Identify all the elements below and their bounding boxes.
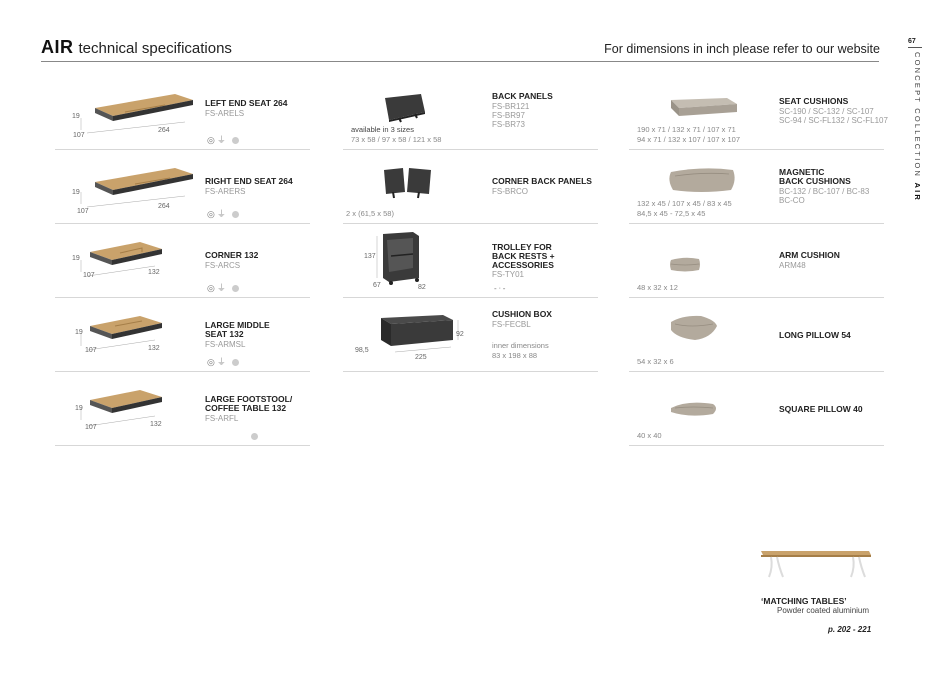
product-name: BACK PANELS [492, 91, 553, 101]
row-divider [343, 297, 598, 298]
product-name: LONG PILLOW 54 [779, 330, 851, 340]
product-code: FS-ARFL [205, 414, 239, 423]
product-row-right-end-seat [55, 162, 310, 224]
wash-icon: ◎ [207, 283, 217, 293]
product-name: RIGHT END SEAT 264 [205, 176, 293, 186]
product-name: CORNER 132 [205, 250, 259, 260]
collection-text: CONCEPT COLLECTION [913, 52, 922, 179]
product-name-line2: BACK CUSHIONS [779, 176, 851, 186]
row-divider [629, 149, 884, 150]
cushion-box-image [373, 312, 463, 357]
product-name: CUSHION BOX [492, 309, 552, 319]
seat-height: 19 [75, 329, 83, 336]
product-row-corner-back-panels [343, 162, 598, 224]
box-width: 225 [415, 354, 427, 361]
trolley-height: 137 [364, 253, 376, 260]
product-code-1: FS-BR121 [492, 102, 530, 111]
row-divider [55, 445, 310, 446]
product-name-line1: LARGE FOOTSTOOL/ [205, 394, 293, 404]
header-divider [41, 61, 879, 62]
product-codes-line2: BC-CO [779, 196, 805, 205]
back-cushion-image [667, 164, 742, 196]
product-name-line1: TROLLEY FOR [492, 242, 552, 252]
page-subtitle: technical specifications [78, 40, 232, 57]
large-footstool-image [80, 386, 195, 431]
product-name-line3: ACCESSORIES [492, 260, 554, 270]
page-number-divider [908, 47, 922, 48]
product-name-line1: LARGE MIDDLE [205, 320, 270, 330]
product-name-line2: BACK RESTS + [492, 251, 555, 261]
dimensions-note: For dimensions in inch please refer to our website [604, 42, 880, 56]
back-panel-image [381, 92, 431, 124]
seat-width: 132 [148, 269, 160, 276]
product-row-corner [55, 236, 310, 298]
product-name: SEAT CUSHIONS [779, 96, 849, 106]
back-cushion-dims-line1: 132 x 45 / 107 x 45 / 83 x 45 [637, 199, 732, 208]
seat-cushion-image [667, 92, 742, 122]
product-code: FS-ARERS [205, 187, 246, 196]
arm-cushion-image [667, 252, 707, 274]
foot-icon: ⏚ [216, 357, 228, 367]
row-divider [629, 297, 884, 298]
left-end-seat-image [75, 90, 200, 135]
row-divider [55, 297, 310, 298]
page-title [41, 37, 232, 58]
seat-height: 19 [72, 189, 80, 196]
seat-depth: 107 [85, 347, 97, 354]
product-row-square-pillow [629, 384, 884, 446]
matching-table-image [757, 545, 875, 581]
product-row-magnetic-back-cushions [629, 162, 884, 224]
product-name-line1: MAGNETIC [779, 167, 825, 177]
foot-icon: ⏚ [216, 209, 228, 219]
matching-tables-subtitle: Powder coated aluminium [777, 606, 870, 615]
seat-depth: 107 [73, 132, 85, 139]
long-pillow-image [667, 312, 722, 344]
care-icons [207, 133, 239, 146]
page-number: 67 [908, 38, 916, 45]
back-panel-dims: 73 x 58 / 97 x 58 / 121 x 58 [351, 135, 442, 144]
product-row-left-end-seat [55, 88, 310, 150]
seat-width: 132 [148, 345, 160, 352]
seat-width: 132 [150, 421, 162, 428]
product-code: FS-ARMSL [205, 340, 246, 349]
seat-depth: 107 [77, 208, 89, 215]
product-codes-line1: BC-132 / BC-107 / BC-83 [779, 187, 870, 196]
product-code: ARM48 [779, 261, 806, 270]
seat-height: 19 [75, 405, 83, 412]
corner-back-panel-image [381, 166, 441, 200]
inner-dims-label: inner dimensions [492, 341, 549, 350]
color-dot-icon [251, 433, 258, 440]
row-divider [629, 223, 884, 224]
collection-name: AIR [913, 182, 922, 202]
row-divider [55, 371, 310, 372]
product-row-arm-cushion [629, 236, 884, 298]
arm-cushion-dims: 48 x 32 x 12 [637, 283, 678, 292]
wash-icon: ◎ [207, 209, 217, 219]
square-pillow-image [667, 396, 722, 422]
right-end-seat-image [75, 164, 200, 209]
product-row-seat-cushions [629, 88, 888, 150]
product-code: FS-BRCO [492, 187, 528, 196]
brand-name: AIR [41, 37, 74, 57]
row-divider [629, 445, 884, 446]
row-divider [55, 223, 310, 224]
product-name: SQUARE PILLOW 40 [779, 404, 863, 414]
row-divider [343, 371, 598, 372]
foot-icon: ⏚ [216, 283, 228, 293]
product-code-2: FS-BR97 [492, 111, 525, 120]
product-row-trolley [343, 236, 598, 298]
large-middle-seat-image [80, 312, 195, 357]
care-icons [207, 281, 239, 294]
product-row-large-middle-seat [55, 310, 310, 372]
wash-icon: ◎ [207, 135, 217, 145]
sizes-note: available in 3 sizes [351, 125, 414, 134]
seat-height: 19 [72, 255, 80, 262]
seat-cushion-dims-line2: 94 x 71 / 132 x 107 / 107 x 107 [637, 135, 740, 144]
square-pillow-dims: 40 x 40 [637, 431, 662, 440]
product-codes-line1: SC-190 / SC-132 / SC-107 [779, 107, 874, 116]
product-name: LEFT END SEAT 264 [205, 98, 288, 108]
product-row-long-pillow [629, 310, 884, 372]
color-dot-icon [232, 359, 239, 366]
product-code: FS-FECBL [492, 320, 531, 329]
box-depth: 98,5 [355, 347, 369, 354]
matching-tables-page-ref: p. 202 - 221 [828, 625, 872, 634]
trolley-width: 82 [418, 284, 426, 291]
care-icons [247, 431, 258, 441]
product-row-back-panels [343, 88, 598, 150]
seat-depth: 107 [83, 272, 95, 279]
seat-cushion-dims-line1: 190 x 71 / 132 x 71 / 107 x 71 [637, 125, 736, 134]
foot-icon: ⏚ [216, 135, 228, 145]
collection-label [908, 52, 922, 202]
product-code: FS-ARELS [205, 109, 245, 118]
care-icons [207, 355, 239, 368]
product-row-cushion-box [343, 310, 598, 372]
seat-width: 264 [158, 127, 170, 134]
color-dot-icon [232, 285, 239, 292]
product-code: FS-ARCS [205, 261, 241, 270]
seat-width: 264 [158, 203, 170, 210]
row-divider [629, 371, 884, 372]
seat-depth: 107 [85, 424, 97, 431]
product-name: ARM CUSHION [779, 250, 840, 260]
seat-height: 19 [72, 113, 80, 120]
box-height: 92 [456, 331, 464, 338]
wash-icon: ◎ [207, 357, 217, 367]
product-code-3: FS-BR73 [492, 120, 525, 129]
corner-back-dims: 2 x (61,5 x 58) [346, 209, 394, 218]
trolley-image [373, 228, 433, 288]
inner-dims: 83 x 198 x 88 [492, 351, 538, 360]
row-divider [55, 149, 310, 150]
corner-seat-image [80, 238, 195, 283]
row-divider [343, 149, 598, 150]
product-codes-line2: SC-94 / SC-FL132 / SC-FL107 [779, 116, 888, 125]
product-name-line2: SEAT 132 [205, 329, 244, 339]
assembly-icon: -ᐧ- [494, 284, 508, 293]
trolley-depth: 67 [373, 282, 381, 289]
product-row-large-footstool [55, 384, 310, 446]
row-divider [343, 223, 598, 224]
product-name-line2: COFFEE TABLE 132 [205, 403, 287, 413]
product-name: CORNER BACK PANELS [492, 176, 592, 186]
color-dot-icon [232, 137, 239, 144]
long-pillow-dims: 54 x 32 x 6 [637, 357, 674, 366]
product-code: FS-TY01 [492, 270, 525, 279]
color-dot-icon [232, 211, 239, 218]
matching-tables-title: ‘MATCHING TABLES’ [761, 596, 847, 606]
care-icons [207, 207, 239, 220]
back-cushion-dims-line2: 84,5 x 45 - 72,5 x 45 [637, 209, 706, 218]
